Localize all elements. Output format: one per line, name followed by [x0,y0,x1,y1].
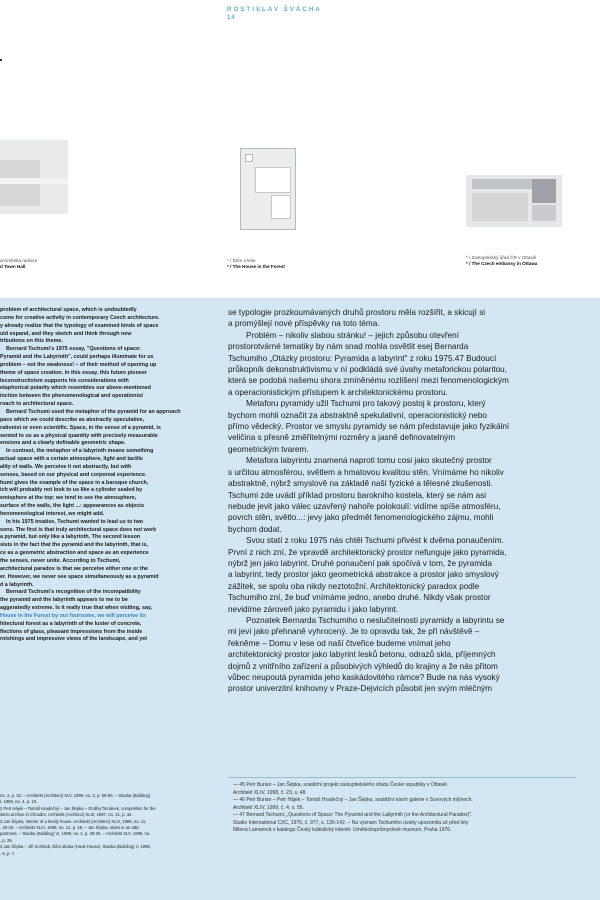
text-line: Tschumi zde uvádí příklad prostoru barokního kostela, který se nám asi [228,490,487,500]
text-line: zážitek, se spolu oba nikdy neztotožní. Architektonický paradox podle [228,581,480,591]
czech-body-text [228,307,576,695]
text-line: theme of space creation. In this essay, this future pioneer [0,369,147,376]
text-line: a operacionistickým přístupem k architektonickému prostoru. [228,387,448,397]
text-line: d a labyrinth. [0,581,34,588]
text-line: dojmů z vnitřního zařízení a působivých výhledů do krajiny a že nás přitom [228,661,498,671]
plan-block [0,184,40,206]
plan-block [532,179,556,203]
text-line: y already realize that the typology of examined kinds of space [0,322,159,329]
text-line: Metafora labyrintu znamená naproti tomu cosi jako skutečný prostor [246,456,492,466]
footnote-line: , p. 29. [0,837,13,843]
text-line: House in the Forest by our foursome, we will perceive its [0,612,146,619]
text-line: nevidíme zároveň jako pyramidu i jako labyrint. [228,604,399,614]
text-line: etaphorical polarity which resembles our above-mentioned [0,385,151,392]
text-line: ich will probably not look to us like a cylinder sealed by [0,487,143,494]
text-line: hitectural forest as a labyrinth of the luster of concrete, [0,620,142,627]
text-line: Tschumiho zní, že buď vnímáme jedno, anebo druhé. Nikdy však prostor [228,593,491,603]
plan-block [472,193,528,221]
text-line: a labyrint, tedy prostor jako geometrická abstrakce a prostor jako smyslový [228,570,499,580]
footnote-line: . 6, p. 7. [0,850,16,856]
text-line: prostorotvárné tematiky by nám snad mohla osvětlit esej Bernarda [228,342,469,352]
text-line: s určitou atmosférou, světlem a hmatovou kvalitou stěn. Vnímáme ho nikoliv [228,467,504,477]
text-line: Tschumiho „Otázky prostoru: Pyramida a labyrint" z roku 1975.47 Budoucí [228,353,497,363]
text-line: povrch stěn, světlo...: jevy jako předmět fenomenologického zájmu, mohli [228,513,494,523]
text-line: která se podobá našemu shora zmíněnému rozlišení mezi fenomenologickým [228,376,509,386]
english-translation-text [0,307,210,644]
plan-block [532,205,556,221]
text-line: senses, based on our physical and corporeal experience. [0,471,147,478]
plan-house-in-forest [240,148,296,230]
text-line: ensions and a clearly definable geometric shape. [0,440,126,447]
caption-embassy-ottawa: * / Zastupitelský úřad ČR v Ottawě * / The Czech embassy in Ottawa [466,255,538,266]
plan-block [0,160,40,178]
text-line: nýbrž jen jako labyrint. Druhé ponaučení pak spočívá v tom, že pyramida [228,558,492,568]
text-line: Bernard Tschumi's 1975 essay, "Questions of space: [6,346,141,353]
text-line: humi gives the example of the space in a baroque church, [0,479,149,486]
footnote-line: — 46 Petr Burian – Petr Hájek – Tomáš Hradečný – Jan Šépka, soutěžní návrh galerie v Sovových mlýnech. [233,797,473,803]
text-line: Pyramid and the Labyrinth", could perhaps illuminate for us [0,354,154,361]
text-line: the senses, never unite. According to Tschumi, [0,558,121,564]
text-line: veličina s přesně změřitelnými rozměry a jasně definovatelným [228,433,456,443]
text-line: průkopník dekonstruktivismu v ní podkládá své úvahy metaforickou polaritou, [228,365,507,375]
plan-block [245,154,253,162]
page-number: 14 [227,15,236,21]
footnote-line: . 28-29. – Architekt XLIV, 1998, no. 12, p. 29. – Jan Šépka, stairs in an attic [0,825,140,831]
footnote-line: Milena Lamarová v katalogu Český kubistický interiér. Uměleckoprůmyslové muzeum, Praha 1976. [233,827,452,833]
text-line: ce as a geometric abstraction and space as an experience [0,550,149,557]
text-line: Poznatek Bernarda Tschumiho o neslučitelnosti pyramidy a labyrintu se [246,615,505,625]
text-line: emisphere at the top: we tend to see the atmosphere, [0,495,137,502]
footnote-line: partment. – Stavba (Building) VI, 1999, no. 2, p. 28-29. – Architekt XLV, 1999, no. [0,831,151,837]
bullet-mark [0,59,2,61]
text-line: prostor univerzitní knihovny v Praze-Dejvicích působit jen svým mléčným [228,684,492,694]
plan-embassy-ottawa [466,175,562,227]
text-line: problem of architectural space, which is undoubtedly [0,307,137,313]
text-line: mi jeví jako přehnaně vyhrocený. Je to opravdu tak, že při návštěvě – [228,627,480,637]
text-line: the pyramid and the labyrinth appears to me to be [0,597,128,604]
text-line: ality of walls. We perceive it not abstractly, but with [0,463,132,470]
text-line: rationist or even scientific. Space, in the sense of a pyramid, is [0,424,161,431]
text-line: sented to us as a physical quantity with precisely measurable [0,432,158,439]
text-line: přímo vědecký. Prostor ve smyslu pyramidy se nám představuje jako fyzikální [228,422,510,432]
text-line: Bernard Tschumi's recognition of the incompatibility [6,589,141,596]
page-header [227,6,322,21]
text-line: surface of the walls, the light ...: appearances as objects [0,503,145,510]
footnote-line: — 45 Petr Burian – Jan Šépka, soutěžní projekt zastupitelského úřadu České republiky v Ottawě. [233,782,449,788]
caption-town-hall: arcimbská radnice d Town Hall [0,258,38,269]
footnote-line: Studio International CXC, 1975, č. 977, s. 136-142. – Na význam Tschumiho úvahy upozornila už před lety [233,819,469,826]
running-author: ROSTISLAV ŠVÁCHA [227,6,322,13]
text-line: nebude jevit jako válec uzavřený nahoře polokoulí: vidíme spíše atmosféru, [228,501,501,511]
text-line: henomenological interest, we might add. [0,510,105,517]
footnote-line: no. 2, p. 32. – Architekt (Architect) XLV, 1999, no. 3, p. 59-60. – Stavba (Building) [0,793,151,798]
text-line: řekněme – Domu v lese od naší čtveřice budeme vnímat jeho [228,638,451,648]
text-line: roach to architectural space. [0,401,74,408]
text-line: geometrickým tvarem. [228,444,309,454]
text-line: problem – not the weakness! – of their method of opening up [0,361,157,368]
text-line: bychom mohli označit za abstraktně spekulativní, operacionistický nebo [228,410,487,420]
footnote-line: Architekt XLIV, 1999, č. 4, s. 55. [233,804,304,811]
caption-house-in-forest: * / Dům v lese * / The House in the Forest [227,258,285,269]
footnote-line: I, 1999, no. 4, p. 10. [0,799,38,805]
text-line: inction between the phenomenological and operationist [0,393,143,400]
plan-block [271,195,291,219]
text-line: se typologie prozkoumávaných druhů prostoru měla rozšířit, a skicují si [228,308,486,317]
footnote-divider [228,777,576,778]
text-line: aggeratedly extreme. Is it really true that when visiting, say, [0,605,153,612]
text-line: Bernard Tschumi used the metaphor of the pyramid for an approach [6,408,181,415]
czech-footnotes [233,782,576,835]
footnote-line: Architekt XLIV, 1998, č. 23, s. 48. [233,789,307,796]
text-line: come for creative activity in contemporary Czech architecture. [0,314,160,321]
text-line: actual space with a certain atmosphere, light and tactile [0,456,143,463]
text-line: Metaforu pyramidy užil Tschumi pro takový postoj k prostoru, který [246,399,486,409]
footnote-line: 2 Petr Hájek – Tomáš Hradečný – Jan Šépka – Ondřej Tománek, competition for the [0,805,156,811]
text-line: pace which we could describe as abstractly speculative, [0,416,145,423]
text-line: uld expand, and they sketch and think through new [0,330,132,337]
footnote-line: — 47 Bernard Tschumi, „Questions of Space: The Pyramid and the Labyrinth (or the Architectural Paradox)". [233,812,473,818]
english-footnotes [0,793,212,857]
text-line: er. However, we never see space simultaneously as a pyramid [0,573,159,580]
plan-block [472,179,532,189]
text-line: architectural paradox is that we perceive either one or the [0,565,148,572]
text-line: a pyramid, but only like a labyrinth. The second lesson [0,534,141,541]
text-line: vůbec neupoutá pyramida jeho kaskádovitého rámce? Bude na nás vysoký [228,673,500,682]
text-line: architektonický prostor jako labyrint lesků betonu, odrazů skla, příjemných [228,650,496,660]
text-line: Problém – nikoliv slabou stránku! – jejich způsobu otevření [246,330,459,340]
text-line: In contrast, the metaphor of a labyrinth means something [6,448,154,455]
text-line: In his 1975 treatise, Tschumi wanted to lead us to two [6,518,144,525]
plan-town-hall [0,140,68,214]
text-line: leconstructivism supports his considerations with [0,377,129,384]
text-line: tributions on this theme. [0,338,63,345]
footnote-line: istrict archive in Chrudim. Architekt (Architect) XLIII, 1997, no. 21, p. 34. [0,812,133,818]
text-line: bychom dodat. [228,524,282,534]
footnote-line: 3 Jan Šépka, Interior of a family house. Architekt (Architect) XLIV, 1998, no. 11, [0,818,147,824]
plan-block [255,167,291,193]
text-line: rnishings and impressive views of the landscape, and yet [0,636,148,643]
text-line: sons. The first is that truly architectural space does not work [0,526,157,533]
text-line: a promýšlejí nové příspěvky na toto téma. [228,319,380,329]
text-line: flections of glass, pleasant impressions from the inside [0,628,143,635]
footnote-line: 4 Jan Šépka – Jiří Schmidt, Dům skoba (Hook House). Stavba (Building) V, 1998, [0,844,151,850]
text-line: První z nich zní, že vpravdě architektonický prostor nefunguje jako pyramida, [228,547,507,557]
text-line: Svou statí z roku 1975 nás chtěl Tschumi přivést k dvěma ponaučením. [246,536,504,546]
text-line: sists in the fact that the pyramid and the labyrinth, that is, [0,542,148,549]
text-line: abstraktně, nýbrž smyslově na základě naší fyzické a tělesné zkušenosti. [228,479,493,489]
